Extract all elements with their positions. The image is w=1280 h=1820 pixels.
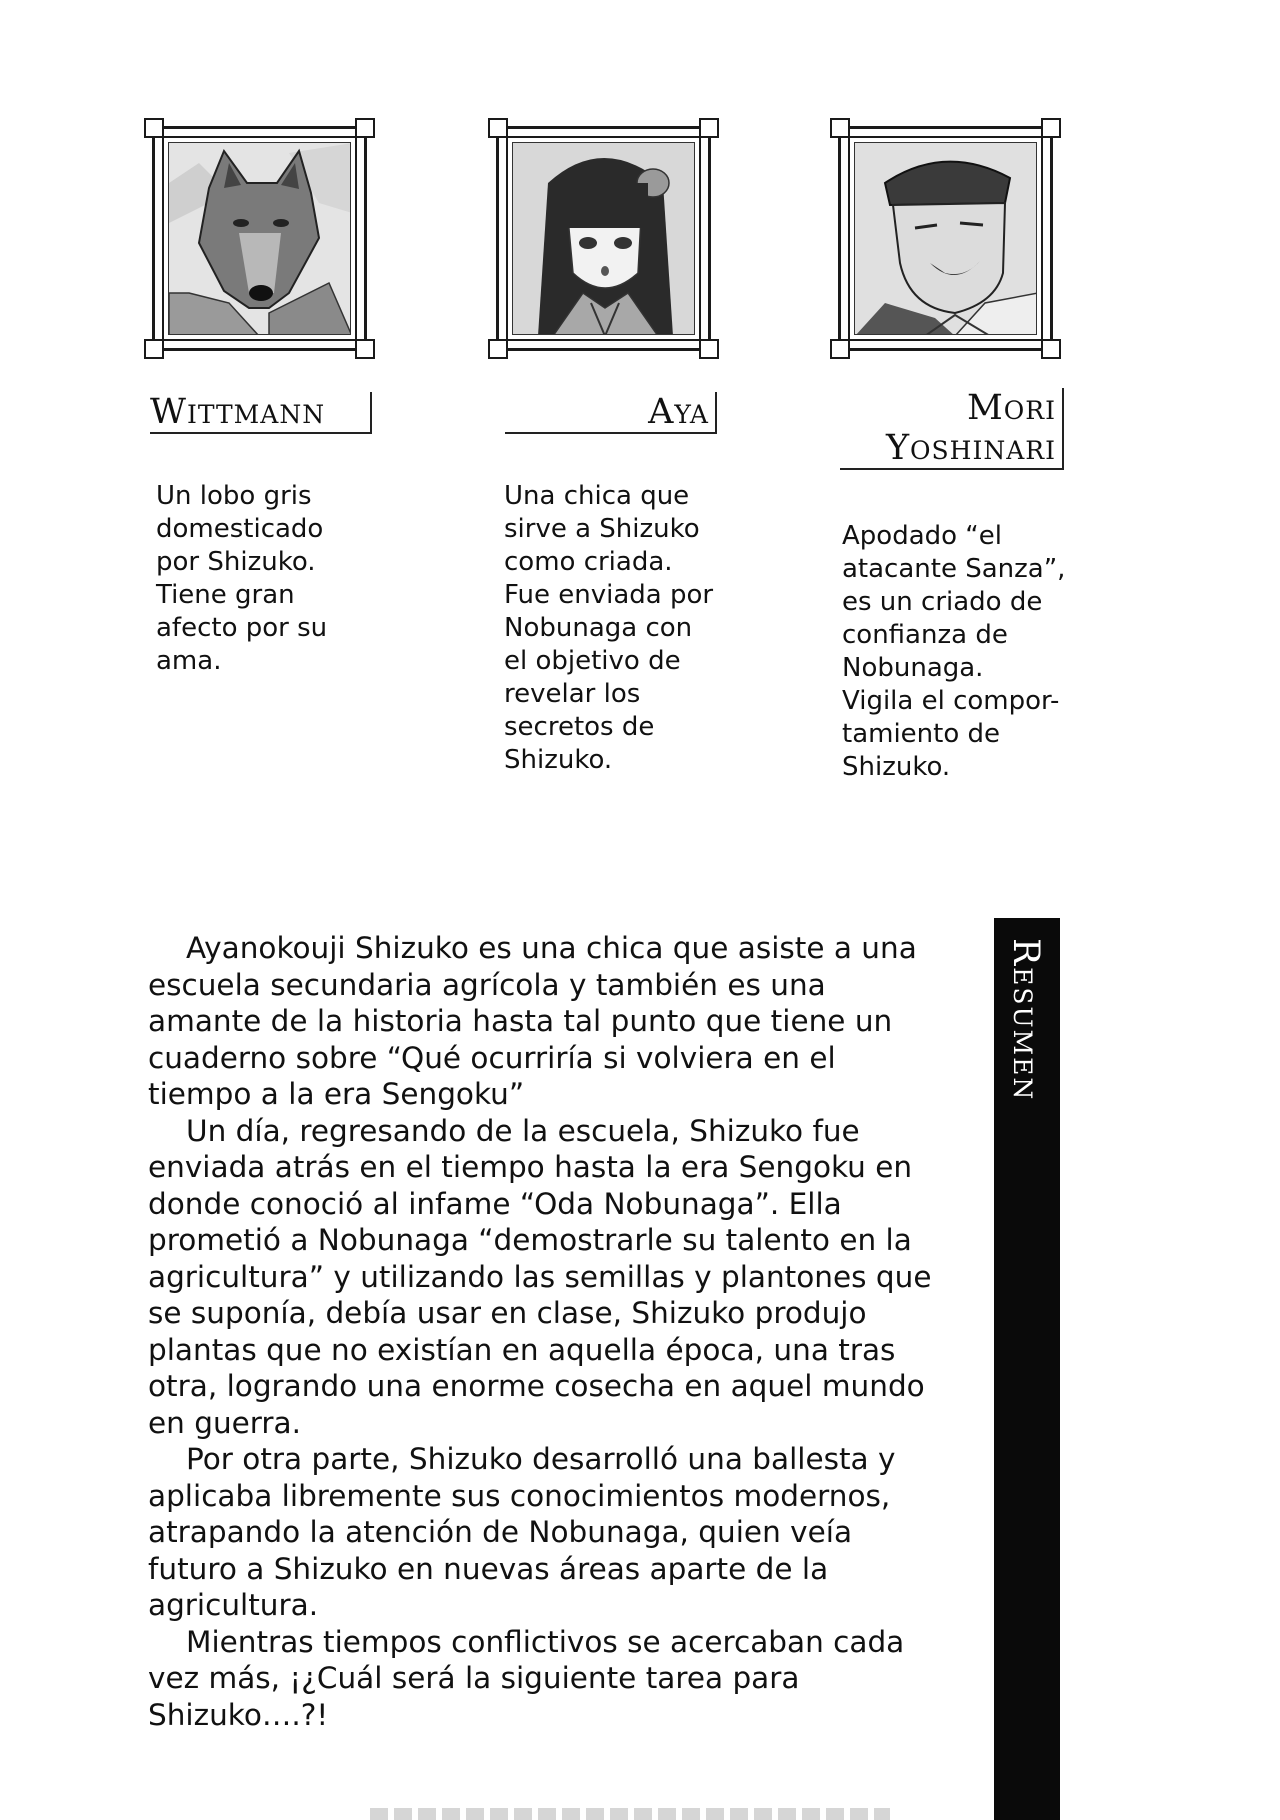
girl-portrait-image [512,142,695,335]
character-name-line-1: Mori [966,388,1056,428]
man-portrait-frame [838,126,1053,351]
character-description-mori-yoshinari: Apodado “el atacante Sanza”, es un criado de confianza de Nobunaga. Vigila el compor- tamiento de Shizuko. [842,521,1066,782]
wolf-portrait-image [168,142,351,335]
bottom-decoration [370,1808,890,1820]
summary-sidebar [994,918,1060,1820]
summary-paragraph: Mientras tiempos conflictivos se acercaban cada vez más, ¡¿Cuál será la siguiente tarea para Shizuko….?! [148,1624,905,1732]
character-name-mori-yoshinari [840,388,1064,470]
character-description-wittmann: Un lobo gris domesticado por Shizuko. Tiene gran afecto por su ama. [156,481,328,676]
character-name-wittmann: Wittmann [150,392,372,434]
wolf-portrait-frame [152,126,367,351]
girl-portrait-frame [496,126,711,351]
summary-text [148,930,948,1733]
character-description-aya: Una chica que sirve a Shizuko como criada. Fue enviada por Nobunaga con el objetivo de revelar los secretos de Shizuko. [504,481,714,775]
summary-heading: Resumen [1005,938,1046,1102]
summary-paragraph: Por otra parte, Shizuko desarrolló una ballesta y aplicaba libremente sus conocimientos modernos, atrapando la atención de Nobunaga, quien veía futuro a Shizuko en nuevas áreas aparte de la agricultura. [148,1442,896,1622]
summary-paragraph: Ayanokouji Shizuko es una chica que asiste a una escuela secundaria agrícola y también es una amante de la historia hasta tal punto que tiene un cuaderno sobre “Qué ocurriría si volviera en el tiempo a la era Sengoku” [148,931,917,1111]
summary-paragraph: Un día, regresando de la escuela, Shizuko fue enviada atrás en el tiempo hasta la era Sengoku en donde conoció al infame “Oda Nobunaga”. Ella prometió a Nobunaga “demostrarle su talento en la agricultura” y utilizando las semillas y plantones que se suponía, debía usar en clase, Shizuko produjo plantas que no existían en aquella época, una tras otra, logrando una enorme cosecha en aquel mundo en guerra. [148,1113,932,1440]
character-name-line-2: Yoshinari [885,428,1056,468]
character-name-aya: Aya [505,392,717,434]
man-portrait-image [854,142,1037,335]
